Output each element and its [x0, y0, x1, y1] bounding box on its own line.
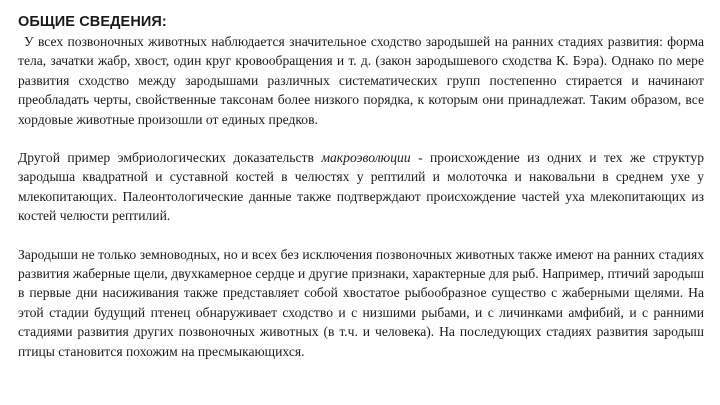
paragraph-macroevolution-rest: - происхождение из одних и тех же структур зародыша квадратной и суставной костей в челюстях у рептилий и молоточка и наковальни в среднем ухе у млекопитающих. Палеонтологические данные также подтверждают происхождение частей уха млекопитающих из костей челюсти рептилий. [18, 150, 705, 224]
paragraph-embryo-similarity: У всех позвоночных животных наблюдается значительное сходство зародышей на ранних стадиях развития: форма тела, зачатки жабр, хвост, один круг кровообращения и т. д. (закон зародышевого сходства К. Бэра). Однако по мере развития сходство между зародышами различных систематических групп постепенно стирается и начинают преобладать черты, свойственные таксонам более низкого порядка, к которым они принадлежат. Таким образом, все хордовые животные произошли от единых предков. [18, 34, 704, 127]
paragraph-macroevolution [18, 148, 704, 226]
document-page [18, 13, 704, 361]
paragraph-gill-slits: Зародыши не только земноводных, но и всех без исключения позвоночных животных также имеют на ранних стадиях развития жаберные щели, двухкамерное сердце и другие признаки, характерные для рыб. Например, птичий зародыш в первые дни насиживания также представляет собой хвостатое рыбообразное существо с жаберными щелями. На этой стадии будущий птенец обнаруживает сходство и с низшими рыбами, и с личинками амфибий, и с ранними стадиями развития других позвоночных животных (в т.ч. и человека). На последующих стадиях развития зародыш птицы становится похожим на пресмыкающихся. [18, 246, 704, 359]
section-heading: ОБЩИЕ СВЕДЕНИЯ: [18, 14, 167, 30]
term-macroevolution: макроэволюции [321, 150, 411, 166]
paragraph-macroevolution-lead: Другой пример эмбриологических доказательств [18, 150, 322, 166]
